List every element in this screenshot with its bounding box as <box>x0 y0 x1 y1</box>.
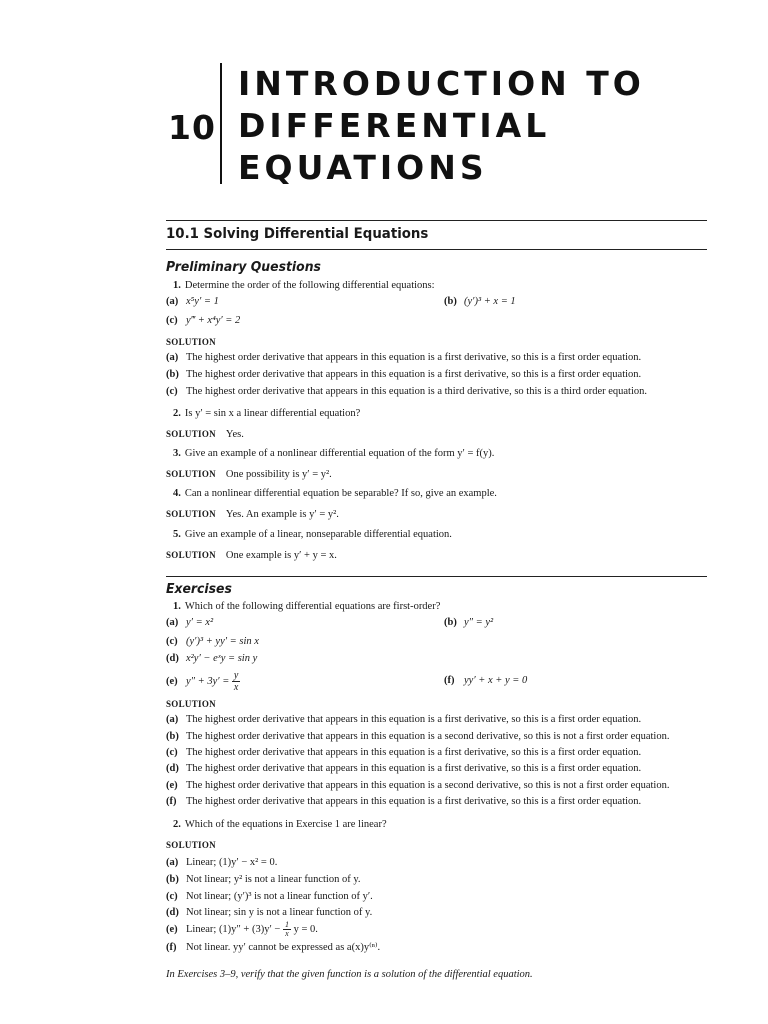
section-title: 10.1 Solving Differential Equations <box>166 226 429 242</box>
question-2-solution: SOLUTION Yes. <box>166 429 244 440</box>
question-4-solution: SOLUTION Yes. An example is y′ = y². <box>166 509 339 520</box>
solution-line: (a) The highest order derivative that appears in this equation is a first derivative, so this is a first order equation. <box>166 714 642 725</box>
solution-line: (b) The highest order derivative that appears in this equation is a second derivative, so this is not a first order equation. <box>166 731 670 742</box>
question-1-part-b: (b) (y′)³ + x = 1 <box>444 296 516 307</box>
solution-line: (c) Not linear; (y′)³ is not a linear function of y′. <box>166 891 373 902</box>
exercise-1-part-d: (d) x²y′ − eˣy = sin y <box>166 653 258 664</box>
section-top-rule <box>166 220 707 221</box>
exercise-1-part-a: (a) y′ = x² <box>166 617 214 628</box>
solution-line: (d) The highest order derivative that appears in this equation is a first derivative, so this is a first order equation. <box>166 763 642 774</box>
exercises-heading: Exercises <box>166 581 232 597</box>
exercise-1-part-e: (e) y″ + 3y′ = $\frac{y}{x}$ <box>166 670 239 693</box>
exercise-1-part-f: (f) yy′ + x + y = 0 <box>444 675 528 686</box>
question-1: 1. Determine the order of the following differential equations: <box>173 280 435 291</box>
solution-line: (d) Not linear; sin y is not a linear function of y. <box>166 907 373 918</box>
question-3: 3. Give an example of a nonlinear differential equation of the form y′ = f(y). <box>173 448 495 459</box>
solution-line: (a) The highest order derivative that appears in this equation is a first derivative, so this is a first order equation. <box>166 352 642 363</box>
solution-line: (b) The highest order derivative that appears in this equation is a first derivative, so this is a first order equation. <box>166 369 642 380</box>
question-1-part-a: (a) x⁵y′ = 1 <box>166 296 219 307</box>
exercise-1-part-b: (b) y″ = y² <box>444 617 494 628</box>
chapter-title <box>238 63 645 189</box>
question-4: 4. Can a nonlinear differential equation be separable? If so, give an example. <box>173 488 497 499</box>
exercises-rule <box>166 576 707 577</box>
fraction: $\frac{1}{x}$ <box>284 920 289 939</box>
chapter-title-line: EQUATIONS <box>238 148 488 187</box>
exercise-1-part-c: (c) (y′)³ + yy′ = sin x <box>166 636 259 647</box>
preliminary-heading: Preliminary Questions <box>166 259 321 275</box>
exercise-instructions: In Exercises 3–9, verify that the given function is a solution of the differential equation. <box>166 969 533 980</box>
solution-line: (c) The highest order derivative that appears in this equation is a first derivative, so this is a first order equation. <box>166 747 642 758</box>
section-bottom-rule <box>166 249 707 250</box>
exercise-2: 2. Which of the equations in Exercise 1 are linear? <box>173 819 387 830</box>
exercise-1: 1. Which of the following differential equations are first-order? <box>173 601 441 612</box>
solution-line: (e) Linear; (1)y″ + (3)y′ − $\frac{1}{x}$ y = 0. <box>166 920 318 939</box>
solution-label: SOLUTION <box>166 840 216 850</box>
solution-line: (c) The highest order derivative that appears in this equation is a third derivative, so this is a third order equation. <box>166 386 648 397</box>
chapter-title-line: INTRODUCTION TO <box>238 64 645 103</box>
solution-line: (e) The highest order derivative that appears in this equation is a second derivative, so this is not a first order equation. <box>166 780 670 791</box>
fraction: $\frac{y}{x}$ <box>233 670 239 693</box>
question-5: 5. Give an example of a linear, nonseparable differential equation. <box>173 529 452 540</box>
question-1-part-c: (c) y‴ + x⁴y′ = 2 <box>166 315 241 326</box>
chapter-divider <box>220 63 222 184</box>
question-3-solution: SOLUTION One possibility is y′ = y². <box>166 469 332 480</box>
chapter-number: 10 <box>168 108 216 147</box>
chapter-title-line: DIFFERENTIAL <box>238 106 551 145</box>
solution-line: (f) The highest order derivative that appears in this equation is a first derivative, so this is a first order equation. <box>166 796 642 807</box>
question-2: 2. Is y′ = sin x a linear differential equation? <box>173 408 361 419</box>
solution-line: (f) Not linear. yy′ cannot be expressed as a(x)y⁽ⁿ⁾. <box>166 942 381 953</box>
solution-label: SOLUTION <box>166 699 216 709</box>
solution-line: (a) Linear; (1)y′ − x² = 0. <box>166 857 278 868</box>
solution-line: (b) Not linear; y² is not a linear function of y. <box>166 874 361 885</box>
question-5-solution: SOLUTION One example is y′ + y = x. <box>166 550 337 561</box>
solution-label: SOLUTION <box>166 337 216 347</box>
